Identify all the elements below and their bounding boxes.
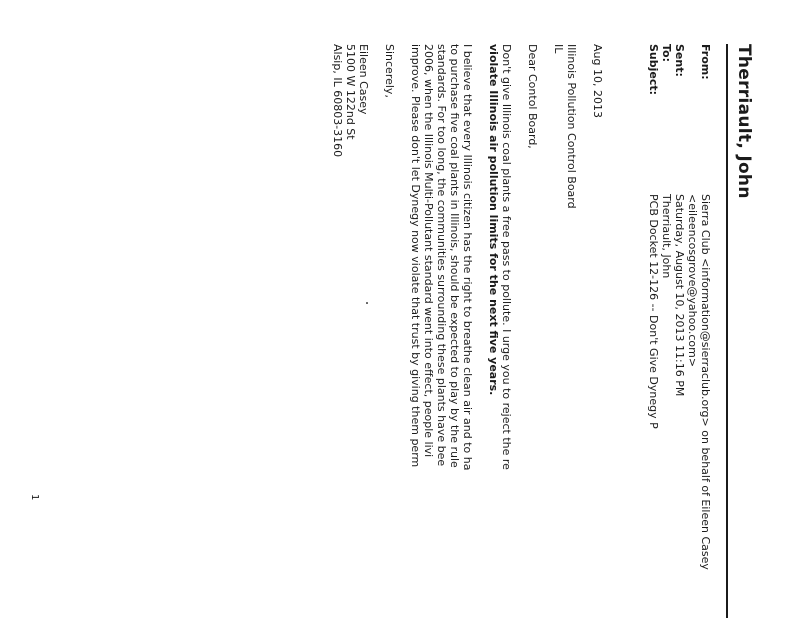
paragraph-1-line-1: Don't give Illinois coal plants a free pass to pollute. I urge you to reject the re [500,44,513,470]
recipient-line-2: IL [552,44,565,54]
sent-value: Saturday, August 10, 2013 11:16 PM [673,194,686,397]
closing: Sincerely, [383,44,396,98]
to-value: Therriault, John [660,194,673,279]
paragraph-2-line-5: improve. Please don't let Dynegy now violate that trust by giving them perm [409,44,422,468]
subject-value: PCB Docket 12-126 -- Don't Give Dynegy P [647,194,660,429]
scan-speck [367,302,369,304]
page-number: 1 [29,494,40,501]
from-value: Sierra Club <information@sierraclub.org> on behalf of Eileen Casey [699,194,712,570]
paragraph-1-line-2: violate Illinois air pollution limits for the next five years. [487,44,500,396]
sent-label: Sent: [673,44,686,77]
paragraph-2-line-2: to purchase five coal plants in Illinois, should be expected to play by the rule [448,44,461,468]
paragraph-2-line-1: I believe that every Illinois citizen has the right to breathe clean air and to ha [461,44,474,471]
address-line-2: Alsip, IL 60803-3160 [331,44,344,158]
address-line-1: 5100 W 122nd St [344,44,357,140]
heading-rule [726,44,728,618]
paragraph-2-line-4: 2006, when the Illinois Multi-Pollutant standard went into effect, people livi [422,44,435,458]
recipient-line-1: Illinois Pollution Control Board [565,44,578,209]
from-label: From: [699,44,712,80]
paragraph-2-line-3: standards. For too long, the communities surrounding these plants have bee [435,44,448,467]
from-email-value: <eileencosgrove@yahoo.com> [686,194,699,368]
to-label: To: [660,44,673,62]
letter-date: Aug 10, 2013 [591,44,604,118]
salutation: Dear Contol Board, [526,44,539,149]
subject-label: Subject: [647,44,660,96]
signature-name: Eileen Casey [357,44,370,115]
recipient-name-heading: Therriault, John [734,44,754,199]
